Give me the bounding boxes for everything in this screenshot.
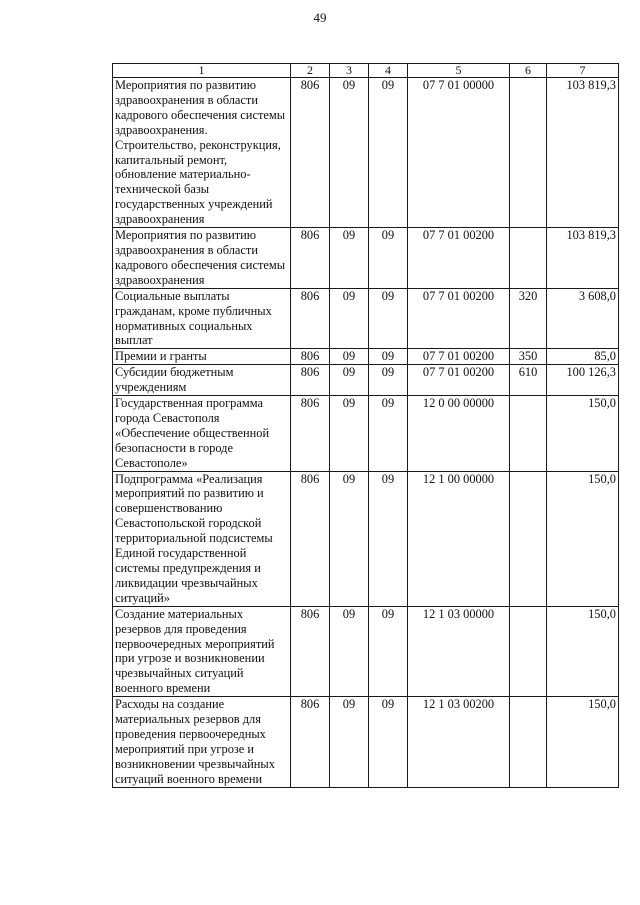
row-name: Мероприятия по развитию здравоохранения в области кадрового обеспечения системы здравоохранения. Строительство, реконструкция, капитальный ремонт, обновление материально-технической базы государственных учреждений здравоохранения <box>113 78 291 228</box>
row-amount: 150,0 <box>547 697 619 787</box>
row-amount: 100 126,3 <box>547 365 619 396</box>
row-name: Расходы на создание материальных резервов для проведения первоочередных мероприятий при угрозе и возникновении чрезвычайных ситуаций военного времени <box>113 697 291 787</box>
row-grbs: 806 <box>291 288 330 349</box>
row-name: Подпрограмма «Реализация мероприятий по развитию и совершенствованию Севастопольской городской территориальной подсистемы Единой государственной системы предупреждения и ликвидации чрезвычайных ситуаций» <box>113 471 291 606</box>
row-vr <box>510 228 547 289</box>
row-vr <box>510 396 547 472</box>
row-rz: 09 <box>330 365 369 396</box>
budget-table <box>112 63 619 788</box>
row-name: Субсидии бюджетным учреждениям <box>113 365 291 396</box>
row-vr: 350 <box>510 349 547 365</box>
row-csr: 07 7 01 00200 <box>408 228 510 289</box>
row-csr: 12 1 03 00000 <box>408 606 510 696</box>
row-rz: 09 <box>330 606 369 696</box>
table-row <box>113 228 619 289</box>
header-col-3: 3 <box>330 64 369 78</box>
table-row <box>113 78 619 228</box>
row-csr: 12 1 03 00200 <box>408 697 510 787</box>
table-row <box>113 606 619 696</box>
header-col-6: 6 <box>510 64 547 78</box>
row-rz: 09 <box>330 396 369 472</box>
row-grbs: 806 <box>291 396 330 472</box>
row-amount: 85,0 <box>547 349 619 365</box>
row-amount: 103 819,3 <box>547 228 619 289</box>
row-csr: 12 0 00 00000 <box>408 396 510 472</box>
row-rz: 09 <box>330 697 369 787</box>
row-csr: 07 7 01 00200 <box>408 349 510 365</box>
header-col-7: 7 <box>547 64 619 78</box>
row-grbs: 806 <box>291 606 330 696</box>
row-pr: 09 <box>369 365 408 396</box>
row-vr: 610 <box>510 365 547 396</box>
row-grbs: 806 <box>291 365 330 396</box>
table-row <box>113 471 619 606</box>
row-vr <box>510 697 547 787</box>
table-body <box>113 78 619 788</box>
row-amount: 150,0 <box>547 606 619 696</box>
table-row <box>113 396 619 472</box>
row-rz: 09 <box>330 78 369 228</box>
row-grbs: 806 <box>291 228 330 289</box>
row-rz: 09 <box>330 471 369 606</box>
row-csr: 07 7 01 00000 <box>408 78 510 228</box>
row-name: Премии и гранты <box>113 349 291 365</box>
row-pr: 09 <box>369 606 408 696</box>
header-col-5: 5 <box>408 64 510 78</box>
row-name: Государственная программа города Севастополя «Обеспечение общественной безопасности в городе Севастополе» <box>113 396 291 472</box>
table-header <box>113 64 619 78</box>
row-grbs: 806 <box>291 78 330 228</box>
row-csr: 07 7 01 00200 <box>408 288 510 349</box>
row-grbs: 806 <box>291 349 330 365</box>
table-row <box>113 288 619 349</box>
table-row <box>113 349 619 365</box>
row-pr: 09 <box>369 697 408 787</box>
row-pr: 09 <box>369 471 408 606</box>
row-name: Социальные выплаты гражданам, кроме публичных нормативных социальных выплат <box>113 288 291 349</box>
row-pr: 09 <box>369 396 408 472</box>
row-vr <box>510 78 547 228</box>
row-name: Создание материальных резервов для проведения первоочередных мероприятий при угрозе и возникновении чрезвычайных ситуаций военного времени <box>113 606 291 696</box>
row-pr: 09 <box>369 78 408 228</box>
row-pr: 09 <box>369 228 408 289</box>
row-amount: 150,0 <box>547 471 619 606</box>
header-row <box>113 64 619 78</box>
row-rz: 09 <box>330 288 369 349</box>
page-number: 49 <box>313 10 327 25</box>
table-row <box>113 697 619 787</box>
row-vr <box>510 471 547 606</box>
row-name: Мероприятия по развитию здравоохранения в области кадрового обеспечения системы здравоохранения <box>113 228 291 289</box>
row-amount: 150,0 <box>547 396 619 472</box>
row-amount: 3 608,0 <box>547 288 619 349</box>
header-col-1: 1 <box>113 64 291 78</box>
table-row <box>113 365 619 396</box>
row-csr: 12 1 00 00000 <box>408 471 510 606</box>
row-vr: 320 <box>510 288 547 349</box>
row-pr: 09 <box>369 349 408 365</box>
header-col-4: 4 <box>369 64 408 78</box>
row-rz: 09 <box>330 349 369 365</box>
row-vr <box>510 606 547 696</box>
row-amount: 103 819,3 <box>547 78 619 228</box>
row-grbs: 806 <box>291 471 330 606</box>
row-pr: 09 <box>369 288 408 349</box>
row-grbs: 806 <box>291 697 330 787</box>
row-rz: 09 <box>330 228 369 289</box>
row-csr: 07 7 01 00200 <box>408 365 510 396</box>
header-col-2: 2 <box>291 64 330 78</box>
